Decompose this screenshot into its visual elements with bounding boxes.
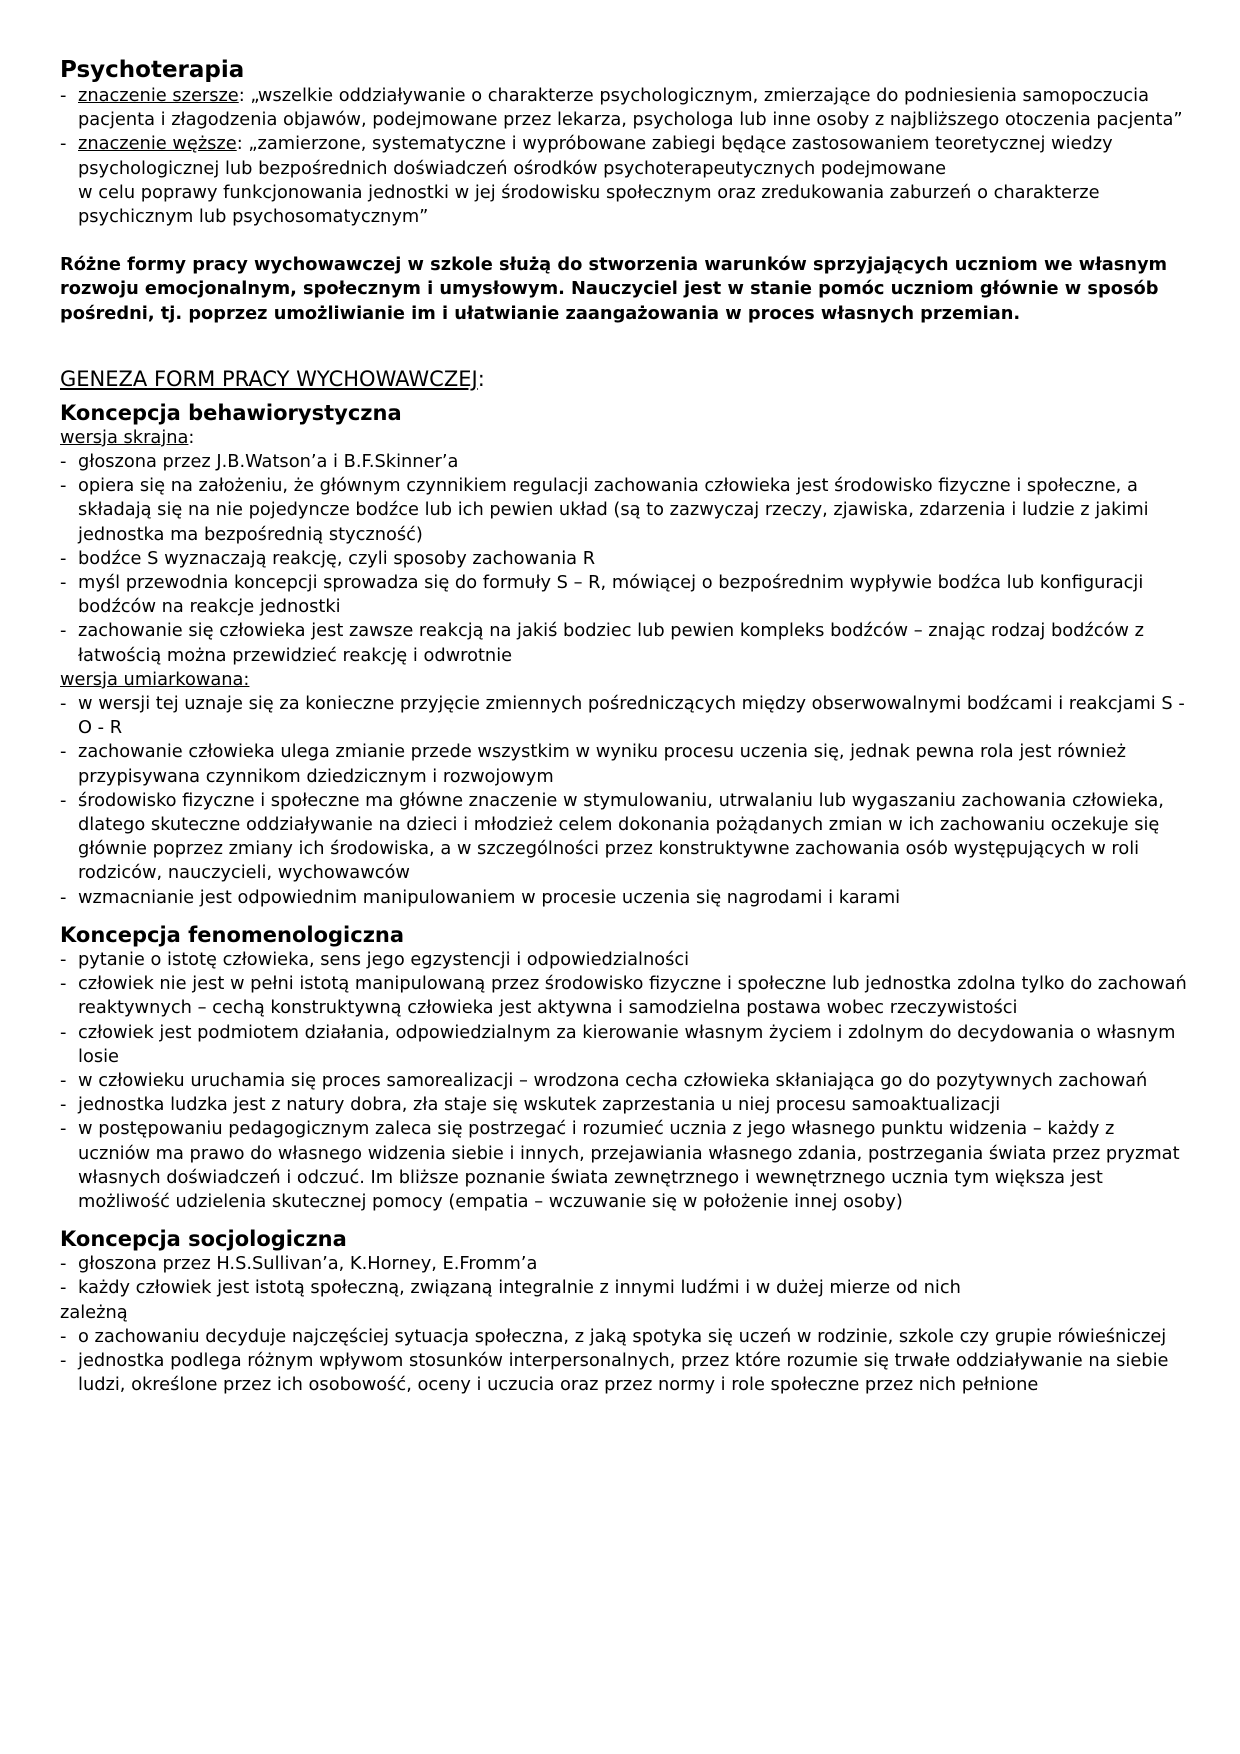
list-item: - człowiek nie jest w pełni istotą manipulowaną przez środowisko fizyczne i społeczne lub jednostka zdolna tylko do zachowań reaktywnych – cechą konstruktywną człowieka jest aktywna i samodzielna postawa wobec rzeczywistości	[60, 973, 1187, 1019]
definition-broad: - znaczenie szersze: „wszelkie oddziaływanie o charakterze psychologicznym, zmierzające do podniesienia samopoczucia pacjenta i złagodzenia objawów, podejmowane przez lekarza, psychologa lub inne osoby z najbliższego otoczenia pacjenta”	[60, 85, 1183, 131]
label-wersja-skrajna: wersja skrajna:	[60, 426, 195, 448]
definition-narrow-cont: w celu poprawy funkcjonowania jednostki w jej środowisku społecznym oraz zredukowania zaburzeń o charakterze psychicznym lub psychosomatycznym”	[78, 181, 1100, 228]
list-item: - bodźce S wyznaczają reakcję, czyli sposoby zachowania R	[60, 547, 596, 569]
list-item: - środowisko fizyczne i społeczne ma główne znaczenie w stymulowaniu, utrwalaniu lub wygaszaniu zachowania człowieka, dlatego skuteczne oddziaływanie na dzieci i młodzież celem dokonania pożądanych zmian w ich zachowaniu oczekuje się głównie poprzez zmiany ich środowiska, a w szczególności przez konstruktywne zachowania osób występujących w roli rodziców, nauczycieli, wychowawców	[60, 789, 1164, 884]
list-item: - myśl przewodnia koncepcji sprowadza się do formuły S – R, mówiącej o bezpośrednim wypływie bodźca lub konfiguracji bodźców na reakcje jednostki	[60, 572, 1144, 618]
label-narrow: znaczenie węższe	[78, 133, 237, 155]
list-item: - w człowieku uruchamia się proces samorealizacji – wrodzona cecha człowieka skłaniająca go do pozytywnych zachowań	[60, 1069, 1148, 1091]
list-item: - zachowanie się człowieka jest zawsze reakcją na jakiś bodziec lub pewien kompleks bodźców – znając rodzaj bodźców z łatwością można przewidzieć reakcję i odwrotnie	[60, 620, 1144, 666]
heading-fenomenologiczna: Koncepcja fenomenologiczna	[60, 922, 405, 947]
heading-socjologiczna: Koncepcja socjologiczna	[60, 1227, 347, 1252]
intro-paragraph: Różne formy pracy wychowawczej w szkole służą do stworzenia warunków sprzyjających uczniom we własnym rozwoju emocjonalnym, społecznym i umysłowym. Nauczyciel jest w stanie pomóc uczniom głównie w sposób pośredni, tj. poprzez umożliwianie im i ułatwianie zaangażowania w proces własnych przemian.	[60, 254, 1168, 324]
label-broad: znaczenie szersze	[78, 85, 239, 106]
list-item: - człowiek jest podmiotem działania, odpowiedzialnym za kierowanie własnym życiem i zdolnym do decydowania o własnym losie	[60, 1021, 1176, 1067]
list-item-cont: zależną	[60, 1301, 128, 1323]
list-item: - pytanie o istotę człowieka, sens jego egzystencji i odpowiedzialności	[60, 948, 690, 970]
label-wersja-umiarkowana: wersja umiarkowana:	[60, 668, 250, 690]
list-item: - wzmacnianie jest odpowiednim manipulowaniem w procesie uczenia się nagrodami i karami	[60, 886, 901, 908]
list-item: - opiera się na założeniu, że głównym czynnikiem regulacji zachowania człowieka jest środowisko fizyczne i społeczne, a składają się na nie pojedyncze bodźce lub ich pewien układ (są to zazwyczaj rzeczy, zjawiska, zdarzenia i ludzie z jakimi jednostka ma bezpośrednią styczność)	[60, 475, 1149, 545]
list-item: - głoszona przez J.B.Watson’a i B.F.Skinner’a	[60, 451, 459, 473]
list-item: - każdy człowiek jest istotą społeczną, związaną integralnie z innymi ludźmi i w dużej mierze od nich	[60, 1277, 961, 1299]
list-item: - głoszona przez H.S.Sullivan’a, K.Horney, E.Fromm’a	[60, 1253, 538, 1275]
list-item: - w wersji tej uznaje się za konieczne przyjęcie zmiennych pośredniczących między obserwowalnymi bodźcami i reakcjami S - O - R	[60, 693, 1185, 739]
list-item: - o zachowaniu decyduje najczęściej sytuacja społeczna, z jaką spotyka się uczeń w rodzinie, szkole czy grupie rówieśniczej	[60, 1325, 1167, 1347]
heading-behawiorystyczna: Koncepcja behawiorystyczna	[60, 400, 402, 425]
list-item: - jednostka podlega różnym wpływom stosunków interpersonalnych, przez które rozumie się trwałe oddziaływanie na siebie ludzi, określone przez ich osobowość, oceny i uczucia oraz przez normy i role społeczne przez nich pełnione	[60, 1349, 1169, 1396]
section-geneza-title: GENEZA FORM PRACY WYCHOWAWCZEJ:	[60, 366, 485, 391]
document-page	[60, 56, 1190, 1397]
list-item: - w postępowaniu pedagogicznym zaleca się postrzegać i rozumieć ucznia z jego własnego punktu widzenia – każdy z uczniów ma prawo do własnego widzenia siebie i innych, przejawiania własnego zdania, postrzegania świata przez pryzmat własnych doświadczeń i odczuć. Im bliższe poznanie świata zewnętrznego i wewnętrznego ucznia tym większa jest możliwość udzielenia skutecznej pomocy (empatia – wczuwanie się w położenie innej osoby)	[60, 1118, 1180, 1212]
list-item: - jednostka ludzka jest z natury dobra, zła staje się wskutek zaprzestania u niej procesu samoaktualizacji	[60, 1094, 1001, 1116]
list-item: - zachowanie człowieka ulega zmianie przede wszystkim w wyniku procesu uczenia się, jednak pewna rola jest również przypisywana czynnikom dziedzicznym i rozwojowym	[60, 741, 1126, 787]
heading-psychoterapia: Psychoterapia	[60, 57, 245, 83]
definition-narrow: - znaczenie węższe: „zamierzone, systematyczne i wypróbowane zabiegi będące zastosowaniem teoretycznej wiedzy psychologicznej lub bezpośrednich doświadczeń ośrodków psychoterapeutycznych podejmowane	[60, 133, 1113, 179]
